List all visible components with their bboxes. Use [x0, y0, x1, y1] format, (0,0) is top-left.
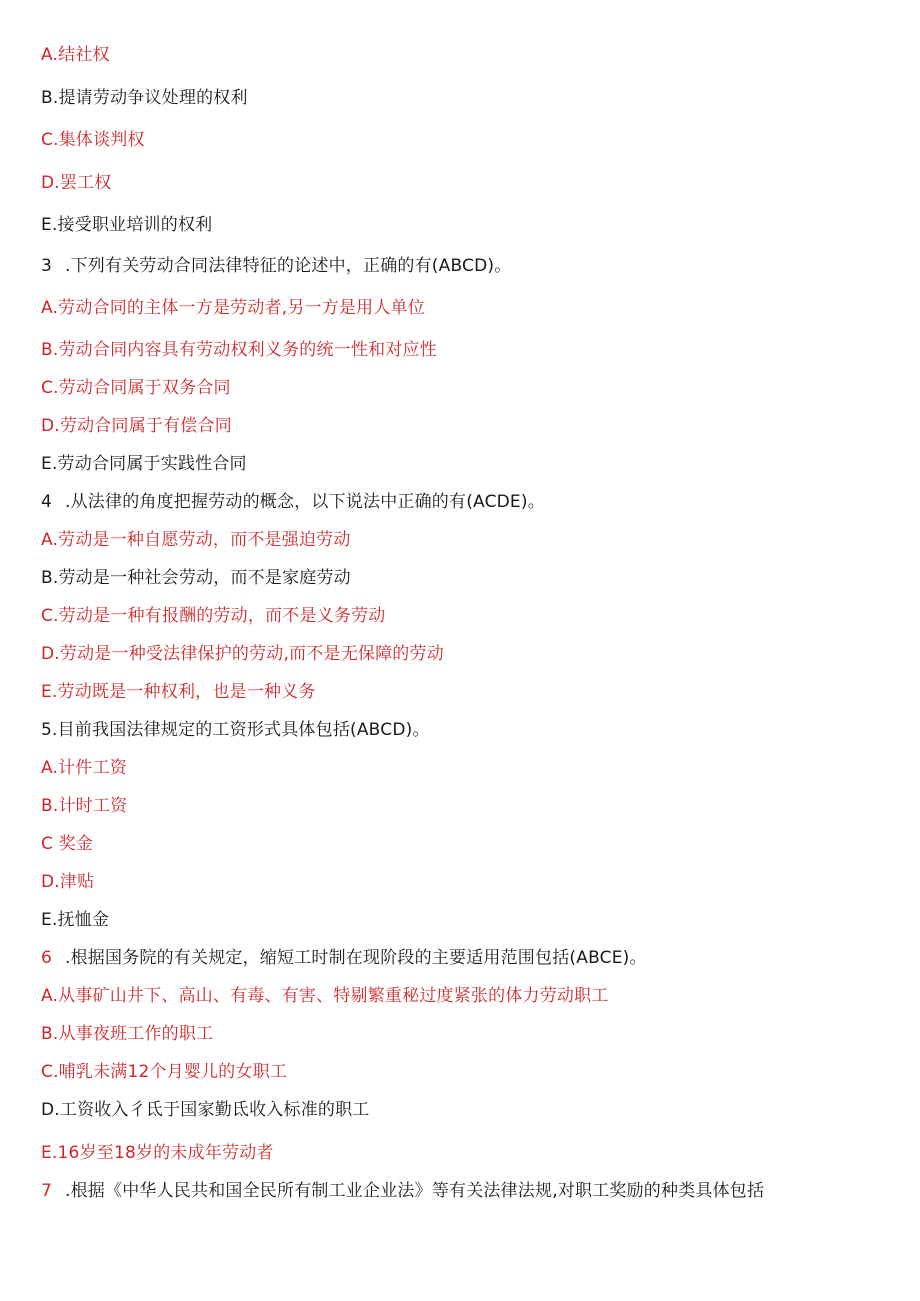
question-line — [41, 947, 647, 969]
question-text: .根据国务院的有关规定，缩短工时制在现阶段的主要适用范围包括(ABCE)。 — [65, 948, 647, 968]
question-line — [41, 1180, 764, 1202]
question-number: 3 — [41, 256, 53, 276]
option-line: B.提请劳动争议处理的权利 — [41, 88, 248, 108]
option-line: B.劳动合同内容具有劳动权利义务的统一性和对应性 — [41, 340, 437, 360]
option-line: B.计时工资 — [41, 796, 128, 816]
option-line: C.集体谈判权 — [41, 130, 145, 150]
option-line: B.劳动是一种社会劳动，而不是家庭劳动 — [41, 568, 351, 588]
option-line: E.接受职业培训的权利 — [41, 215, 213, 235]
option-line: A.劳动合同的主体一方是劳动者,另一方是用人单位 — [41, 298, 425, 318]
option-line: D.津贴 — [41, 872, 95, 892]
option-line: A.计件工资 — [41, 758, 127, 778]
option-line: A.劳动是一种自愿劳动，而不是强迫劳动 — [41, 530, 351, 550]
option-line: C.劳动是一种有报酬的劳动，而不是义务劳动 — [41, 606, 386, 626]
option-line: D.劳动是一种受法律保护的劳动,而不是无保障的劳动 — [41, 644, 444, 664]
question-line: 5.目前我国法律规定的工资形式具体包括(ABCD)。 — [41, 720, 430, 740]
option-line: B.从事夜班工作的职工 — [41, 1024, 214, 1044]
option-line: C.劳动合同属于双务合同 — [41, 378, 231, 398]
option-line: D.罢工权 — [41, 173, 112, 193]
option-line: D.工资收入彳氐于国家勤氐收入标准的职工 — [41, 1100, 370, 1120]
option-line: D.劳动合同属于有偿合同 — [41, 416, 232, 436]
question-text: .从法律的角度把握劳动的概念，以下说法中正确的有(ACDE)。 — [65, 492, 545, 512]
question-text: .下列有关劳动合同法律特征的论述中，正确的有(ABCD)。 — [65, 256, 512, 276]
option-line: A.结社权 — [41, 45, 110, 65]
question-text: .根据《中华人民共和国全民所有制工业企业法》等有关法律法规,对职工奖励的种类具体包括 — [65, 1181, 765, 1201]
option-line: E.劳动既是一种权利，也是一种义务 — [41, 682, 316, 702]
question-number: 7 — [41, 1181, 53, 1201]
question-number: 6 — [41, 948, 53, 968]
option-line: E.16岁至18岁的未成年劳动者 — [41, 1143, 274, 1163]
option-line: E.劳动合同属于实践性合同 — [41, 454, 247, 474]
option-line: E.抚恤金 — [41, 910, 110, 930]
question-line — [41, 491, 545, 513]
question-number: 4 — [41, 492, 53, 512]
question-line — [41, 255, 511, 277]
option-line: C 奖金 — [41, 834, 94, 854]
option-line: C.哺乳未满12个月婴儿的女职工 — [41, 1062, 288, 1082]
option-line: A.从事矿山井下、高山、有毒、有害、特剔繁重秘过度紧张的体力劳动职工 — [41, 986, 609, 1006]
